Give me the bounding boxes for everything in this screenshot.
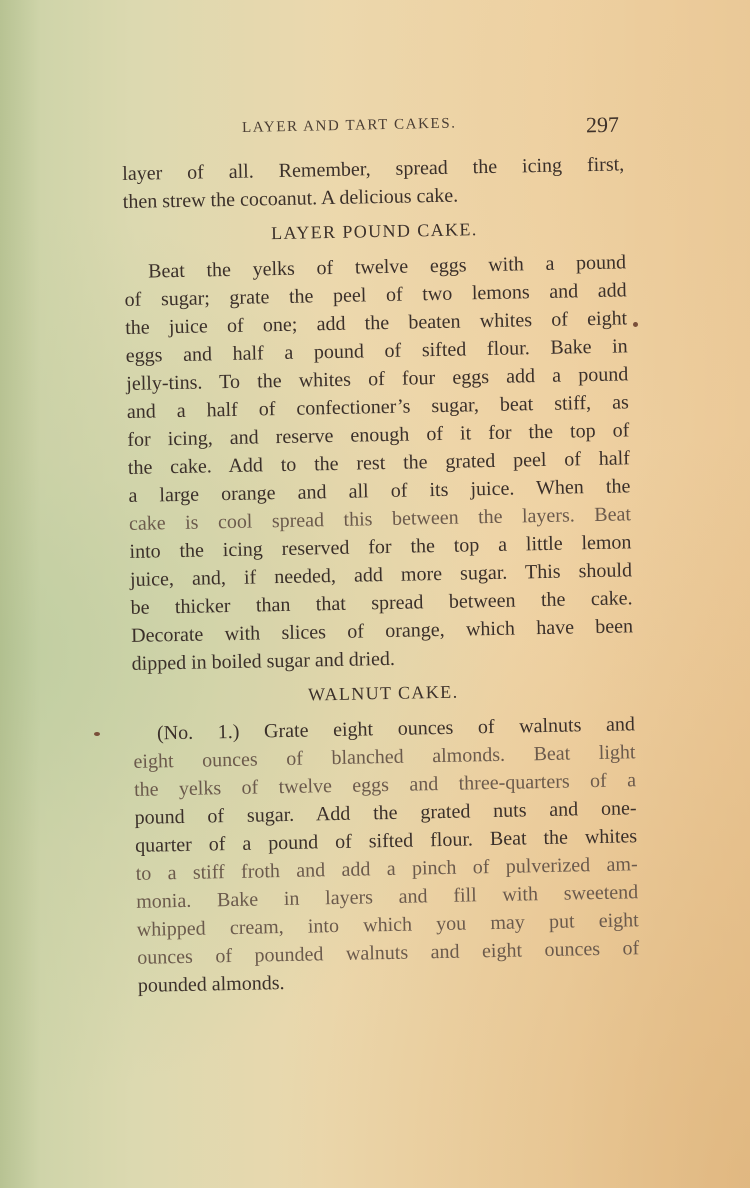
body-line: whipped cream, into which you may put eight: [136, 909, 639, 941]
body-line: ounces of pounded walnuts and eight ounces of: [137, 937, 640, 969]
body-line: jelly-tins. To the whites of four eggs add a pound: [126, 363, 629, 395]
body-line: Beat the yelks of twelve eggs with a pound: [147, 251, 627, 283]
running-header-title: LAYER AND TART CAKES.: [241, 115, 457, 136]
page-number: 297: [585, 111, 620, 138]
body-line: into the icing reserved for the top a little lemon: [129, 531, 632, 563]
page-spine-shadow: [0, 0, 40, 1188]
body-line: eight ounces of blanched almonds. Beat light: [133, 741, 636, 773]
recipe-heading-layer-pound-cake: LAYER POUND CAKE.: [270, 219, 478, 244]
body-line: eggs and half a pound of sifted flour. Bake in: [125, 335, 628, 367]
body-line: pound of sugar. Add the grated nuts and one-: [134, 797, 637, 829]
ink-speck: [633, 322, 638, 327]
page-body: [122, 150, 640, 999]
body-line: the yelks of twelve eggs and three-quarters of a: [133, 769, 637, 801]
body-line: cake is cool spread this between the layers. Beat: [128, 503, 632, 535]
body-line: monia. Bake in layers and fill with sweetend: [136, 881, 639, 913]
body-line: quarter of a pound of sifted flour. Beat the whites: [134, 825, 638, 857]
body-line: Decorate with slices of orange, which have been: [130, 615, 634, 647]
body-line: and a half of confectioner’s sugar, beat stiff, as: [126, 391, 629, 423]
body-line: be thicker than that spread between the cake.: [130, 587, 633, 619]
body-line: dipped in boiled sugar and dried.: [131, 647, 396, 675]
body-line: of sugar; grate the peel of two lemons and add: [124, 279, 627, 311]
body-line: to a stiff froth and add a pinch of pulverized am-: [135, 853, 638, 885]
body-line: layer of all. Remember, spread the icing first,: [122, 153, 625, 185]
body-line: pounded almonds.: [137, 972, 285, 997]
ink-speck: [94, 732, 100, 736]
body-line: the cake. Add to the rest the grated peel of half: [127, 447, 631, 479]
body-line: the juice of one; add the beaten whites of eight: [125, 307, 628, 339]
recipe-heading-walnut-cake: WALNUT CAKE.: [307, 681, 459, 705]
body-line: for icing, and reserve enough of it for the top of: [127, 419, 630, 451]
body-line: then strew the cocoanut. A delicious cake.: [122, 184, 459, 213]
body-line: juice, and, if needed, add more sugar. This should: [129, 559, 633, 591]
body-line: (No. 1.) Grate eight ounces of walnuts and: [156, 713, 636, 745]
body-line: a large orange and all of its juice. When the: [128, 475, 631, 507]
